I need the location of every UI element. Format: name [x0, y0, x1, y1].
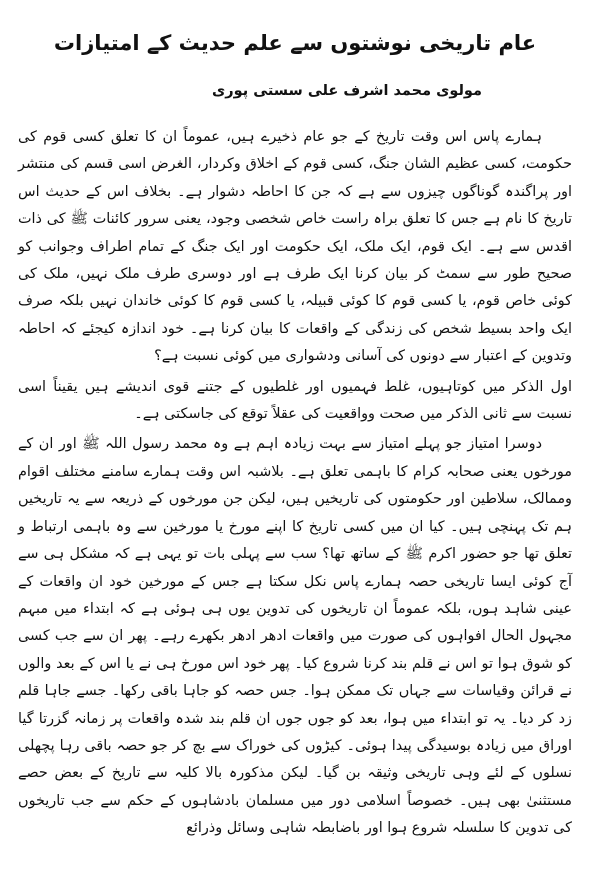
- article-author: مولوی محمد اشرف علی سستی پوری: [211, 83, 482, 99]
- article-title: عام تاریخی نوشتوں سے علم حدیث کے امتیازات: [53, 31, 537, 55]
- paragraph-2: اول الذکر میں کوتاہیوں، غلط فہمیوں اور غلطیوں کے جتنے قوی اندیشے ہیں یقیناً اسی نسبت سے ثانی الذکر میں صحت وواقعیت کی عقلاً توقع کی جاسکتی ہے۔: [18, 378, 572, 423]
- article-body: [18, 124, 572, 843]
- paragraph-1: ہمارے پاس اس وقت تاریخ کے جو عام ذخیرے ہیں، عموماً ان کا تعلق کسی قوم کی حکومت، کسی عظیم الشان جنگ، کسی قوم کے اخلاق وکردار، الغرض اسی قسم کی منتشر اور پراگندہ گوناگوں چیزوں سے ہے کہ جن کا احاطہ دشوار ہے۔ بخلاف اس کے حدیث اس تاریخ کا نام ہے جس کا تعلق براہ راست خاص شخصی وجود، یعنی سرور کائنات ﷺ کی ذات اقدس سے ہے۔ ایک قوم، ایک ملک، ایک حکومت اور ایک جنگ کے تمام اطراف وجوانب کو صحیح طور سے سمٹ کر بیان کرنا ایک طرف ہے اور دوسری طرف ملک نہیں، ملک کی کوئی خاص قوم، یا کسی قوم کا کوئی قبیلہ، یا کسی قوم کا کوئی خاندان نہیں بلکہ صرف ایک واحد بسیط شخص کی زندگی کے واقعات کا بیان کرنا ہے۔ خود اندازہ کیجئے کہ احاطہ وتدوین کے اعتبار سے دونوں کی آسانی ودشواری میں کوئی نسبت ہے؟: [18, 129, 572, 365]
- paragraph-3: دوسرا امتیاز جو پہلے امتیاز سے بہت زیادہ اہم ہے وہ محمد رسول اللہ ﷺ اور ان کے مورخوں یعنی صحابہ کرام کا باہمی تعلق ہے۔ بلاشبہ اس وقت ہمارے سامنے مختلف اقوام وممالک، سلاطین اور حکومتوں کی تاریخیں ہیں، لیکن جن مورخوں کے ذریعہ سے یہ تاریخیں ہم تک پہنچی ہیں۔ کیا ان میں کسی تاریخ کا اپنے مورخ یا مورخین سے وہ باہمی ارتباط و تعلق تھا جو حضور اکرم ﷺ کے ساتھ تھا؟ سب سے پہلی بات تو یہی ہے کہ مشکل ہی سے آج کوئی ایسا تاریخی حصہ ہمارے پاس نکل سکتا ہے جس کے مورخین خود ان واقعات کے عینی شاہد ہوں، بلکہ عموماً ان تاریخوں کی تدوین یوں ہی ہوئی ہے کہ ابتداء میں مبہم مجہول الحال افواہوں کی صورت میں واقعات ادھر ادھر بکھرے رہے۔ پھر ان سے جب کسی کو شوق ہوا تو اس نے قلم بند کرنا شروع کیا۔ پھر خود اس مورخ ہی نے یا اس کے بعد والوں نے قرائن وقیاسات سے جہاں تک ممکن ہوا۔ جس حصہ کو جاہا باقی رکھا۔ جسے جاہا قلم زد کر دیا۔ یہ تو ابتداء میں ہوا، بعد کو جوں جوں ان قلم بند شدہ واقعات پر زمانہ گزرتا گیا اوراق میں زیادہ بوسیدگی پیدا ہوئی۔ کیڑوں کی خوراک سے بچ کر جو حصہ باقی رہا پچھلی نسلوں کے لئے وہی تاریخی وثیقہ بن گیا۔ لیکن مذکورہ بالا کلیہ سے تاریخ کے بعض حصے مستثنیٰ بھی ہیں۔ خصوصاً اسلامی دور میں مسلمان بادشاہوں کے حکم سے جب تاریخوں کی تدوین کا سلسلہ شروع ہوا اور باضابطہ شاہی وسائل وذرائع: [18, 436, 572, 837]
